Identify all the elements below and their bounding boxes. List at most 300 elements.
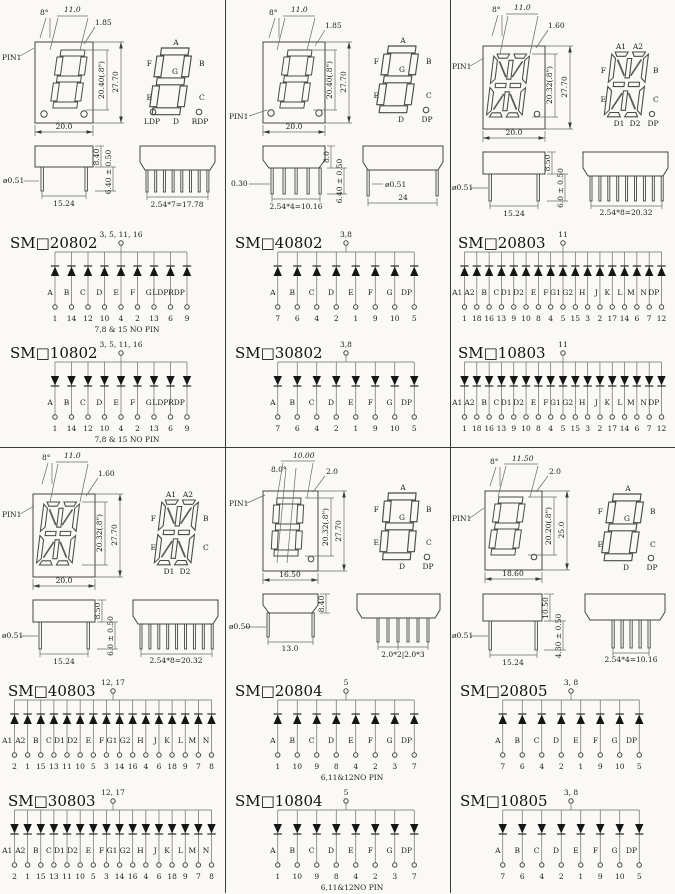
pin-number: 18 xyxy=(167,762,177,771)
diode-up-icon xyxy=(577,715,585,724)
diode-up-icon xyxy=(616,715,624,724)
segment-label-e: E xyxy=(146,93,152,102)
diode-up-icon xyxy=(371,715,379,724)
pin-terminal xyxy=(295,863,299,867)
pin-number: 10 xyxy=(389,314,400,323)
pin-terminal xyxy=(104,753,108,757)
pin-terminal xyxy=(209,863,213,867)
part-number: SM□20804 xyxy=(235,682,323,700)
pin-terminal xyxy=(354,863,358,867)
diode-up-icon xyxy=(557,715,565,724)
pin-number: 6 xyxy=(168,424,173,433)
segment-label: C xyxy=(45,846,52,855)
dim-digit-height: 20.32(.8") xyxy=(95,514,104,552)
pin-number: 10 xyxy=(614,872,625,881)
pin-terminal xyxy=(12,753,16,757)
diode-up-icon xyxy=(473,267,481,276)
segment-label: DP xyxy=(400,288,413,297)
pin-terminal xyxy=(69,415,73,419)
dim-digit-height: 20.32(.8") xyxy=(321,508,330,546)
diode-down-icon xyxy=(313,376,321,385)
diode-up-icon xyxy=(391,715,399,724)
segment-label: F xyxy=(130,288,136,297)
segment-label: RDP xyxy=(168,398,185,407)
pin-terminal xyxy=(157,863,161,867)
diode-down-icon xyxy=(522,376,530,385)
dim-digit-height: 20.20(.8") xyxy=(544,507,553,545)
pin-number: 7 xyxy=(500,762,506,771)
pin-number: 2 xyxy=(333,424,339,433)
pin-terminal xyxy=(170,863,174,867)
pin-terminal xyxy=(276,305,280,309)
segment-label: B xyxy=(514,846,521,855)
pin-number: 3 xyxy=(585,424,591,433)
pin-row xyxy=(612,620,650,648)
part-number: SM□10805 xyxy=(460,792,548,810)
pin-terminal xyxy=(91,863,95,867)
dim-pin-pitch: 2.54*7=17.78 xyxy=(150,200,204,209)
side-dimension-lines xyxy=(470,594,566,658)
mounting-hole xyxy=(81,111,87,117)
pin-number: 1 xyxy=(25,872,31,881)
segment-label: A2 xyxy=(464,398,475,407)
segment-label: L xyxy=(617,398,623,407)
diode-down-icon xyxy=(596,376,604,385)
segment-label: G1 xyxy=(106,846,118,855)
segment-label: D1 xyxy=(54,846,65,855)
dim-case-depth: 8.0 xyxy=(322,151,331,163)
segment-label: C xyxy=(80,398,86,407)
pin-number: 4 xyxy=(118,314,124,323)
pin-terminal xyxy=(25,753,29,757)
pin-number: 18 xyxy=(472,424,482,433)
dim-pin-pitch: 2.54*8=20.32 xyxy=(149,656,203,665)
segment-label: G2 xyxy=(562,288,574,297)
pin-terminal xyxy=(501,753,505,757)
dim-pin-pitch: 2.54*4=10.16 xyxy=(269,202,323,211)
pin xyxy=(85,167,87,191)
segment-label: E xyxy=(85,736,92,745)
segment-label: D2 xyxy=(513,398,524,407)
diode-up-icon xyxy=(633,267,641,276)
pin-terminal xyxy=(499,305,503,309)
diode-up-icon xyxy=(89,715,97,724)
segment-label: D xyxy=(96,288,103,297)
diode-up-icon xyxy=(559,267,567,276)
diode-up-icon xyxy=(168,715,176,724)
pin-number: 16 xyxy=(127,872,138,881)
pin-number: 10 xyxy=(99,424,110,433)
segment-label: A xyxy=(47,288,53,297)
pin-terminal xyxy=(598,305,602,309)
diode-up-icon xyxy=(645,267,653,276)
pin-terminal xyxy=(540,863,544,867)
dim-pin-pitch: 2.54*4=10.16 xyxy=(604,655,658,664)
diode-up-icon xyxy=(133,267,141,276)
dim-case-depth: 8.50 xyxy=(93,602,102,620)
dim-slant-angle: 8° xyxy=(269,8,278,17)
diode-up-icon xyxy=(352,715,360,724)
diode-down-icon xyxy=(352,376,360,385)
mechanical-drawing-sm20804 xyxy=(225,448,450,674)
dim-pin-pitch: 2.54*8=20.32 xyxy=(599,208,653,217)
dp-dot xyxy=(423,107,429,113)
diode-up-icon xyxy=(129,715,137,724)
pin-number: 5 xyxy=(411,314,417,323)
pin-number: 9 xyxy=(597,872,603,881)
pin-terminal xyxy=(52,753,56,757)
mounting-hole xyxy=(41,111,47,117)
segment-label: G xyxy=(611,736,618,745)
pin-number: 1 xyxy=(52,424,58,433)
pin-terminal xyxy=(295,753,299,757)
pin-terminal xyxy=(487,305,491,309)
pin-number: 9 xyxy=(182,872,188,881)
pin xyxy=(267,613,269,637)
diode-down-icon xyxy=(181,824,189,833)
common-pins-label: 11 xyxy=(558,340,568,349)
part-number: SM□30803 xyxy=(8,792,96,810)
diode-down-icon xyxy=(633,376,641,385)
segment-label-f: F xyxy=(373,505,379,514)
segment-label-d: D xyxy=(172,117,180,126)
segment-label: G xyxy=(611,846,618,855)
dim-case-depth: 8.40 xyxy=(317,595,326,613)
pin-terminal xyxy=(475,415,479,419)
diode-up-icon xyxy=(181,715,189,724)
diode-up-icon xyxy=(485,267,493,276)
pin-number: 8 xyxy=(535,424,541,433)
pin-number: 13 xyxy=(49,762,59,771)
segment-label-b: B xyxy=(426,505,432,514)
dim-pin-diameter: ø0.51 xyxy=(2,631,24,640)
pin-number: 15 xyxy=(570,424,581,433)
common-pin-terminal xyxy=(344,689,348,693)
segment-diagram-digit xyxy=(601,494,645,561)
dim-pin-diameter: ø0.51 xyxy=(3,176,25,185)
pin-number: 11 xyxy=(62,762,72,771)
side-view-front xyxy=(585,594,665,620)
pin-terminal xyxy=(334,415,338,419)
diode-down-icon xyxy=(23,824,31,833)
common-pin-terminal xyxy=(561,241,565,245)
diode-down-icon xyxy=(142,824,150,833)
diode-up-icon xyxy=(51,267,59,276)
pin-terminal xyxy=(610,305,614,309)
common-pins-label: 12, 17 xyxy=(101,788,125,797)
pin-terminal xyxy=(647,305,651,309)
pin-number: 13 xyxy=(496,314,507,323)
segment-label-f: F xyxy=(600,66,606,75)
pin-terminal xyxy=(295,415,299,419)
pin-number: 10 xyxy=(75,872,85,881)
pin-number: 15 xyxy=(570,314,581,323)
pin-number: 16 xyxy=(127,762,138,771)
panel-sm20804 xyxy=(225,448,450,894)
pin-terminal xyxy=(183,753,187,757)
pin-terminal xyxy=(499,415,503,419)
schematic-sm10802 xyxy=(0,336,225,446)
segment-label-a: A xyxy=(400,36,406,45)
segment-label-c: C xyxy=(203,543,209,552)
segment-label: E xyxy=(113,398,119,407)
diode-down-icon xyxy=(117,376,125,385)
mounting-hole xyxy=(316,110,322,116)
part-number: SM□30802 xyxy=(235,344,323,362)
pin-number: 1 xyxy=(275,762,281,771)
pin-terminal xyxy=(412,753,416,757)
diode-up-icon xyxy=(166,267,174,276)
pin-terminal xyxy=(520,863,524,867)
segment-label: B xyxy=(289,736,296,745)
pin-terminal xyxy=(622,305,626,309)
pin-number: 14 xyxy=(66,424,77,433)
pin-terminal xyxy=(183,863,187,867)
diode-up-icon xyxy=(332,715,340,724)
segment-label-e: E xyxy=(597,540,603,549)
dim-pin-span: 15.24 xyxy=(503,209,525,218)
diode-down-icon xyxy=(274,376,282,385)
diode-up-icon xyxy=(510,267,518,276)
segment-label-a2: A2 xyxy=(632,42,644,51)
pin-number: 17 xyxy=(607,314,618,323)
dim-top-width: 11.50 xyxy=(512,454,534,463)
dim-body-length: 24 xyxy=(398,193,408,202)
diode-down-icon xyxy=(616,824,624,833)
segment-label: G xyxy=(145,398,152,407)
segment-label: N xyxy=(640,398,647,407)
dp-dot xyxy=(648,555,654,561)
segment-label: B xyxy=(481,398,487,407)
diode-up-icon xyxy=(50,715,58,724)
segment-label: B xyxy=(289,846,296,855)
pin-terminal xyxy=(548,415,552,419)
segment-diagram-digit xyxy=(373,46,420,113)
segment-label: E xyxy=(348,288,354,297)
schematic-sm10803 xyxy=(450,336,675,446)
diode-up-icon xyxy=(76,715,84,724)
common-pin-terminal xyxy=(569,799,573,803)
dim-pin-length: 6.0 ± 0.50 xyxy=(106,616,115,656)
dim-slant-angle: 8° xyxy=(42,453,51,462)
pin-number: 10 xyxy=(99,314,110,323)
segment-label: E xyxy=(348,846,354,855)
pin-terminal xyxy=(86,415,90,419)
common-pin-terminal xyxy=(111,799,115,803)
pin-terminal xyxy=(520,753,524,757)
segment-label: J xyxy=(153,736,157,745)
diode-up-icon xyxy=(84,267,92,276)
diode-up-icon xyxy=(142,715,150,724)
pin-terminal xyxy=(354,753,358,757)
segment-label: A1 xyxy=(452,288,463,297)
pin-number: 3 xyxy=(392,872,398,881)
pin-number: 9 xyxy=(182,762,188,771)
side-dimension-lines xyxy=(24,146,116,199)
schematic-sm20804 xyxy=(225,674,450,784)
diode-up-icon xyxy=(274,715,282,724)
pin-terminal xyxy=(373,415,377,419)
pin-terminal xyxy=(637,863,641,867)
pin-terminal xyxy=(487,415,491,419)
pin-number: 14 xyxy=(619,314,630,323)
seven-segment-digit xyxy=(488,497,526,555)
dim-seg-offset: 2.0 xyxy=(549,467,561,476)
dim-slant-angle: 8° xyxy=(492,5,501,14)
pin-terminal xyxy=(561,415,565,419)
dim-pin-span: 13.0 xyxy=(281,644,299,653)
segment-label: G2 xyxy=(562,398,574,407)
segment-label: L xyxy=(178,736,184,745)
segment-label: D xyxy=(553,846,560,855)
pin-row xyxy=(590,176,663,201)
segment-label-a2: A2 xyxy=(182,490,194,499)
diode-up-icon xyxy=(63,715,71,724)
segment-label: E xyxy=(348,398,354,407)
pin-number: 4 xyxy=(314,314,320,323)
segment-label-e: E xyxy=(150,543,156,552)
dim-top-width: 11.0 xyxy=(291,5,308,14)
segment-label: D2 xyxy=(67,846,78,855)
segment-label: M xyxy=(188,846,197,855)
part-number: SM□20805 xyxy=(460,682,548,700)
segment-label: D xyxy=(553,736,560,745)
pin-number: 6 xyxy=(519,872,525,881)
pin-number: 3 xyxy=(392,762,398,771)
diode-down-icon xyxy=(332,376,340,385)
segment-label-e: E xyxy=(373,538,379,547)
segment-label-c: C xyxy=(426,538,432,547)
pin-terminal xyxy=(618,863,622,867)
pin-terminal xyxy=(157,753,161,757)
segment-label: J xyxy=(153,846,157,855)
pin-terminal xyxy=(598,415,602,419)
diode-up-icon xyxy=(518,715,526,724)
pin-number: 9 xyxy=(184,314,190,323)
segment-label: G1 xyxy=(550,398,561,407)
diode-down-icon xyxy=(371,376,379,385)
segment-label: G xyxy=(386,288,393,297)
pin-row xyxy=(271,168,321,194)
segment-label: A2 xyxy=(15,846,26,855)
segment-label: H xyxy=(137,846,144,855)
pin-number: 2 xyxy=(333,314,339,323)
pin-number: 10 xyxy=(75,762,85,771)
side-view-front xyxy=(133,600,218,624)
pin-number: 1 xyxy=(353,314,359,323)
pin-terminal xyxy=(117,863,121,867)
common-pins-label: 3, 5, 11, 16 xyxy=(99,230,143,239)
pin-terminal xyxy=(135,415,139,419)
pin-terminal xyxy=(152,305,156,309)
segment-label: C xyxy=(45,736,52,745)
pin-terminal xyxy=(69,305,73,309)
part-number: SM□20803 xyxy=(458,234,546,252)
segment-label-ldp: LDP xyxy=(143,117,161,126)
pin-terminal xyxy=(196,863,200,867)
diode-up-icon xyxy=(596,267,604,276)
pin-number: 13 xyxy=(496,424,507,433)
segment-label: C xyxy=(533,846,540,855)
diode-up-icon xyxy=(293,715,301,724)
diode-down-icon xyxy=(150,376,158,385)
pin-terminal xyxy=(39,863,43,867)
no-pin-note: 6,11&12NO PIN xyxy=(320,773,384,782)
dim-slant-angle: 8° xyxy=(40,8,49,17)
diode-up-icon xyxy=(497,267,505,276)
pin-number: 12 xyxy=(83,314,93,323)
pin-terminal xyxy=(196,753,200,757)
diode-down-icon xyxy=(497,376,505,385)
segment-label: F xyxy=(367,398,374,407)
segment-label-b: B xyxy=(650,507,656,516)
pin-number: 9 xyxy=(372,314,378,323)
side-view-front xyxy=(140,146,215,170)
segment-label: D xyxy=(96,398,103,407)
pin-terminal xyxy=(412,305,416,309)
pin-terminal xyxy=(102,415,106,419)
segment-label-b: B xyxy=(203,514,209,523)
pin-number: 10 xyxy=(292,762,303,771)
segment-label: B xyxy=(33,736,39,745)
diode-up-icon xyxy=(499,715,507,724)
dim-pin-length: 4.30 ± 0.50 xyxy=(554,613,563,659)
segment-label-dp: DP xyxy=(421,115,433,124)
pin-terminal xyxy=(86,305,90,309)
pin1-label: PIN1 xyxy=(229,112,249,121)
pin-terminal xyxy=(65,753,69,757)
dim-top-width: 11.0 xyxy=(64,5,81,14)
diode-down-icon xyxy=(352,824,360,833)
pin-terminal xyxy=(659,415,663,419)
diode-down-icon xyxy=(10,824,18,833)
pin-terminal xyxy=(412,415,416,419)
segment-label: G xyxy=(386,846,393,855)
pin-number: 7 xyxy=(646,314,652,323)
pin-number: 8 xyxy=(535,314,541,323)
common-pin-terminal xyxy=(569,689,573,693)
pin-terminal xyxy=(276,863,280,867)
diode-down-icon xyxy=(89,824,97,833)
common-pins-label: 3,8 xyxy=(340,340,352,349)
pin-number: 2 xyxy=(12,762,17,771)
pin-terminal xyxy=(315,753,319,757)
segment-label-d1: D1 xyxy=(163,567,175,576)
segment-label: DP xyxy=(400,736,413,745)
pin xyxy=(367,170,369,196)
segment-label-f: F xyxy=(146,59,152,68)
pin-number: 3 xyxy=(585,314,591,323)
segment-label-dp: DP xyxy=(422,562,434,571)
diode-down-icon xyxy=(84,376,92,385)
diode-down-icon xyxy=(596,824,604,833)
pin-number: 7 xyxy=(195,872,201,881)
pin-terminal xyxy=(91,753,95,757)
diode-up-icon xyxy=(410,267,418,276)
pin-terminal xyxy=(315,863,319,867)
pin-terminal xyxy=(548,305,552,309)
segment-label: G1 xyxy=(106,736,118,745)
diode-down-icon xyxy=(635,824,643,833)
pin-number: 1 xyxy=(52,314,58,323)
common-pins-label: 3, 8 xyxy=(563,788,579,797)
pin-terminal xyxy=(52,863,56,867)
segment-label: C xyxy=(308,288,315,297)
pin-number: 7 xyxy=(411,762,417,771)
diode-down-icon xyxy=(100,376,108,385)
segment-label: K xyxy=(164,736,170,745)
pin-number: 8 xyxy=(209,762,214,771)
